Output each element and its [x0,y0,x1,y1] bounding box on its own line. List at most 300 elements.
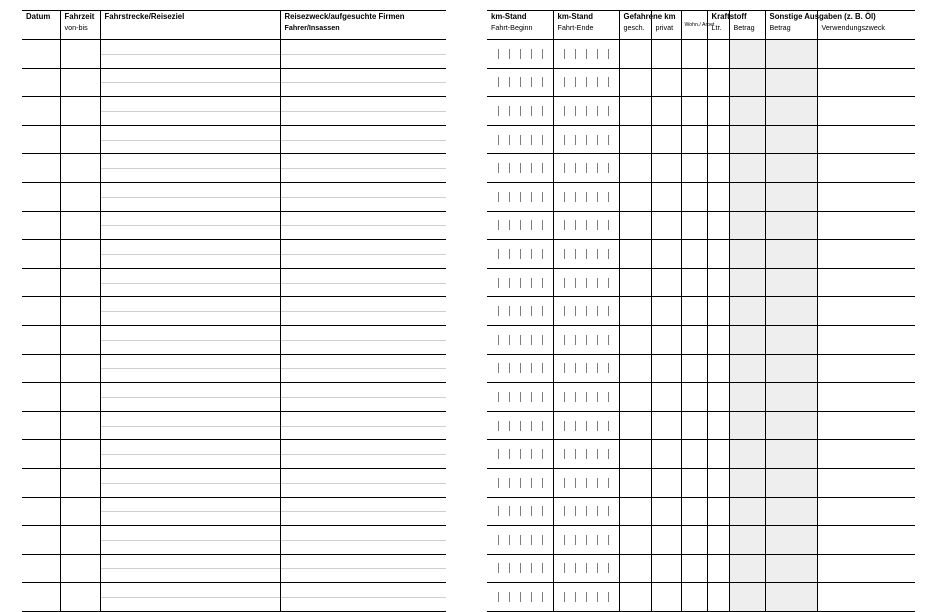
cell-verwendungszweck[interactable] [817,554,915,583]
cell-km-beginn[interactable] [487,468,553,497]
cell-privat[interactable] [651,468,681,497]
cell-fahrstrecke[interactable] [100,583,280,612]
cell-betrag-sonstige[interactable] [765,182,817,211]
cell-betrag-sonstige[interactable] [765,211,817,240]
cell-km-ende[interactable] [553,554,619,583]
cell-fahrzeit[interactable] [60,411,100,440]
cell-reisezweck[interactable] [280,240,446,269]
table-row[interactable] [487,440,915,469]
cell-privat[interactable] [651,325,681,354]
cell-ltr[interactable] [707,154,729,183]
cell-betrag-sonstige[interactable] [765,468,817,497]
cell-fahrstrecke[interactable] [100,354,280,383]
cell-wohn-arbeit[interactable] [681,354,707,383]
cell-datum[interactable] [22,97,60,126]
cell-wohn-arbeit[interactable] [681,526,707,555]
cell-fahrstrecke[interactable] [100,526,280,555]
cell-gesch[interactable] [619,325,651,354]
cell-verwendungszweck[interactable] [817,468,915,497]
cell-wohn-arbeit[interactable] [681,325,707,354]
table-row[interactable] [487,297,915,326]
cell-datum[interactable] [22,554,60,583]
cell-betrag-sonstige[interactable] [765,68,817,97]
table-row[interactable] [487,182,915,211]
cell-betrag-kraftstoff[interactable] [729,182,765,211]
cell-fahrzeit[interactable] [60,583,100,612]
cell-reisezweck[interactable] [280,40,446,69]
cell-fahrzeit[interactable] [60,325,100,354]
table-row[interactable] [22,554,446,583]
cell-km-ende[interactable] [553,240,619,269]
cell-km-ende[interactable] [553,526,619,555]
cell-fahrzeit[interactable] [60,125,100,154]
cell-ltr[interactable] [707,297,729,326]
cell-betrag-kraftstoff[interactable] [729,468,765,497]
cell-wohn-arbeit[interactable] [681,297,707,326]
table-row[interactable] [22,411,446,440]
cell-privat[interactable] [651,554,681,583]
cell-betrag-sonstige[interactable] [765,125,817,154]
cell-km-beginn[interactable] [487,125,553,154]
cell-fahrzeit[interactable] [60,40,100,69]
cell-privat[interactable] [651,526,681,555]
cell-betrag-sonstige[interactable] [765,325,817,354]
cell-privat[interactable] [651,240,681,269]
cell-betrag-kraftstoff[interactable] [729,297,765,326]
cell-km-beginn[interactable] [487,383,553,412]
cell-fahrstrecke[interactable] [100,97,280,126]
cell-fahrstrecke[interactable] [100,240,280,269]
cell-fahrzeit[interactable] [60,182,100,211]
cell-ltr[interactable] [707,240,729,269]
cell-privat[interactable] [651,182,681,211]
cell-reisezweck[interactable] [280,411,446,440]
cell-datum[interactable] [22,325,60,354]
cell-datum[interactable] [22,468,60,497]
table-row[interactable] [487,40,915,69]
cell-reisezweck[interactable] [280,440,446,469]
cell-fahrstrecke[interactable] [100,497,280,526]
cell-datum[interactable] [22,497,60,526]
cell-km-ende[interactable] [553,154,619,183]
cell-privat[interactable] [651,383,681,412]
cell-wohn-arbeit[interactable] [681,497,707,526]
cell-betrag-kraftstoff[interactable] [729,68,765,97]
cell-gesch[interactable] [619,40,651,69]
cell-ltr[interactable] [707,583,729,612]
cell-km-beginn[interactable] [487,411,553,440]
cell-km-beginn[interactable] [487,497,553,526]
cell-km-beginn[interactable] [487,440,553,469]
cell-verwendungszweck[interactable] [817,40,915,69]
cell-ltr[interactable] [707,211,729,240]
cell-wohn-arbeit[interactable] [681,97,707,126]
cell-datum[interactable] [22,411,60,440]
table-row[interactable] [487,97,915,126]
cell-km-ende[interactable] [553,40,619,69]
cell-fahrzeit[interactable] [60,97,100,126]
cell-betrag-kraftstoff[interactable] [729,268,765,297]
cell-verwendungszweck[interactable] [817,383,915,412]
cell-fahrstrecke[interactable] [100,268,280,297]
cell-datum[interactable] [22,211,60,240]
cell-verwendungszweck[interactable] [817,154,915,183]
table-row[interactable] [22,240,446,269]
cell-fahrzeit[interactable] [60,497,100,526]
cell-ltr[interactable] [707,440,729,469]
cell-verwendungszweck[interactable] [817,354,915,383]
cell-km-beginn[interactable] [487,354,553,383]
cell-reisezweck[interactable] [280,97,446,126]
cell-km-ende[interactable] [553,468,619,497]
cell-ltr[interactable] [707,411,729,440]
table-row[interactable] [487,325,915,354]
cell-wohn-arbeit[interactable] [681,411,707,440]
cell-reisezweck[interactable] [280,526,446,555]
table-row[interactable] [487,125,915,154]
cell-ltr[interactable] [707,497,729,526]
cell-betrag-sonstige[interactable] [765,497,817,526]
table-row[interactable] [487,554,915,583]
cell-km-beginn[interactable] [487,154,553,183]
cell-betrag-kraftstoff[interactable] [729,383,765,412]
cell-fahrzeit[interactable] [60,240,100,269]
cell-fahrstrecke[interactable] [100,40,280,69]
cell-wohn-arbeit[interactable] [681,40,707,69]
cell-reisezweck[interactable] [280,325,446,354]
cell-km-ende[interactable] [553,497,619,526]
table-row[interactable] [22,383,446,412]
table-row[interactable] [22,440,446,469]
cell-privat[interactable] [651,68,681,97]
cell-gesch[interactable] [619,240,651,269]
cell-fahrstrecke[interactable] [100,211,280,240]
table-row[interactable] [22,468,446,497]
cell-privat[interactable] [651,125,681,154]
cell-gesch[interactable] [619,411,651,440]
cell-betrag-kraftstoff[interactable] [729,411,765,440]
cell-fahrstrecke[interactable] [100,325,280,354]
cell-fahrzeit[interactable] [60,554,100,583]
cell-betrag-sonstige[interactable] [765,583,817,612]
cell-km-ende[interactable] [553,268,619,297]
cell-gesch[interactable] [619,68,651,97]
cell-verwendungszweck[interactable] [817,526,915,555]
cell-datum[interactable] [22,583,60,612]
cell-reisezweck[interactable] [280,211,446,240]
cell-betrag-kraftstoff[interactable] [729,40,765,69]
cell-gesch[interactable] [619,182,651,211]
cell-fahrstrecke[interactable] [100,411,280,440]
cell-reisezweck[interactable] [280,68,446,97]
cell-betrag-kraftstoff[interactable] [729,554,765,583]
cell-verwendungszweck[interactable] [817,240,915,269]
cell-ltr[interactable] [707,554,729,583]
cell-km-beginn[interactable] [487,583,553,612]
cell-km-beginn[interactable] [487,554,553,583]
cell-betrag-sonstige[interactable] [765,526,817,555]
table-row[interactable] [487,68,915,97]
cell-km-ende[interactable] [553,182,619,211]
cell-km-ende[interactable] [553,325,619,354]
cell-verwendungszweck[interactable] [817,97,915,126]
cell-betrag-sonstige[interactable] [765,554,817,583]
cell-reisezweck[interactable] [280,354,446,383]
cell-gesch[interactable] [619,440,651,469]
cell-betrag-kraftstoff[interactable] [729,125,765,154]
cell-verwendungszweck[interactable] [817,297,915,326]
cell-km-beginn[interactable] [487,268,553,297]
table-row[interactable] [487,526,915,555]
cell-betrag-kraftstoff[interactable] [729,583,765,612]
cell-betrag-kraftstoff[interactable] [729,240,765,269]
cell-fahrzeit[interactable] [60,68,100,97]
cell-betrag-kraftstoff[interactable] [729,154,765,183]
table-row[interactable] [487,268,915,297]
cell-km-ende[interactable] [553,211,619,240]
cell-gesch[interactable] [619,526,651,555]
cell-betrag-sonstige[interactable] [765,354,817,383]
cell-km-ende[interactable] [553,68,619,97]
cell-privat[interactable] [651,211,681,240]
cell-ltr[interactable] [707,354,729,383]
cell-datum[interactable] [22,240,60,269]
cell-betrag-sonstige[interactable] [765,411,817,440]
cell-fahrzeit[interactable] [60,383,100,412]
cell-km-beginn[interactable] [487,297,553,326]
cell-betrag-sonstige[interactable] [765,154,817,183]
cell-gesch[interactable] [619,354,651,383]
cell-privat[interactable] [651,40,681,69]
cell-km-beginn[interactable] [487,182,553,211]
cell-betrag-kraftstoff[interactable] [729,97,765,126]
table-row[interactable] [22,97,446,126]
cell-verwendungszweck[interactable] [817,68,915,97]
cell-verwendungszweck[interactable] [817,182,915,211]
cell-fahrzeit[interactable] [60,297,100,326]
cell-verwendungszweck[interactable] [817,411,915,440]
cell-wohn-arbeit[interactable] [681,554,707,583]
cell-gesch[interactable] [619,268,651,297]
cell-fahrzeit[interactable] [60,526,100,555]
cell-gesch[interactable] [619,154,651,183]
cell-datum[interactable] [22,125,60,154]
table-row[interactable] [22,297,446,326]
cell-ltr[interactable] [707,125,729,154]
cell-km-beginn[interactable] [487,97,553,126]
cell-privat[interactable] [651,97,681,126]
cell-ltr[interactable] [707,182,729,211]
cell-ltr[interactable] [707,468,729,497]
cell-datum[interactable] [22,40,60,69]
cell-ltr[interactable] [707,268,729,297]
cell-gesch[interactable] [619,211,651,240]
cell-fahrzeit[interactable] [60,468,100,497]
cell-wohn-arbeit[interactable] [681,383,707,412]
cell-gesch[interactable] [619,97,651,126]
cell-betrag-kraftstoff[interactable] [729,497,765,526]
table-row[interactable] [22,526,446,555]
table-row[interactable] [487,497,915,526]
table-row[interactable] [22,497,446,526]
cell-km-beginn[interactable] [487,240,553,269]
cell-ltr[interactable] [707,526,729,555]
cell-wohn-arbeit[interactable] [681,211,707,240]
cell-reisezweck[interactable] [280,554,446,583]
table-row[interactable] [487,240,915,269]
cell-verwendungszweck[interactable] [817,583,915,612]
cell-wohn-arbeit[interactable] [681,68,707,97]
cell-reisezweck[interactable] [280,583,446,612]
cell-gesch[interactable] [619,383,651,412]
cell-fahrstrecke[interactable] [100,154,280,183]
cell-fahrzeit[interactable] [60,154,100,183]
cell-wohn-arbeit[interactable] [681,268,707,297]
table-row[interactable] [487,411,915,440]
cell-km-beginn[interactable] [487,325,553,354]
cell-wohn-arbeit[interactable] [681,182,707,211]
cell-gesch[interactable] [619,468,651,497]
table-row[interactable] [22,325,446,354]
cell-verwendungszweck[interactable] [817,440,915,469]
cell-datum[interactable] [22,154,60,183]
cell-gesch[interactable] [619,554,651,583]
cell-betrag-sonstige[interactable] [765,440,817,469]
cell-datum[interactable] [22,268,60,297]
cell-fahrstrecke[interactable] [100,125,280,154]
cell-reisezweck[interactable] [280,497,446,526]
table-row[interactable] [22,583,446,612]
table-row[interactable] [22,40,446,69]
cell-fahrstrecke[interactable] [100,383,280,412]
table-row[interactable] [22,268,446,297]
cell-privat[interactable] [651,297,681,326]
cell-datum[interactable] [22,354,60,383]
cell-wohn-arbeit[interactable] [681,468,707,497]
cell-km-ende[interactable] [553,125,619,154]
table-row[interactable] [22,182,446,211]
cell-datum[interactable] [22,182,60,211]
cell-gesch[interactable] [619,125,651,154]
cell-fahrzeit[interactable] [60,440,100,469]
table-row[interactable] [487,211,915,240]
table-row[interactable] [487,154,915,183]
cell-verwendungszweck[interactable] [817,268,915,297]
cell-km-ende[interactable] [553,297,619,326]
cell-ltr[interactable] [707,97,729,126]
cell-datum[interactable] [22,297,60,326]
cell-gesch[interactable] [619,583,651,612]
cell-fahrzeit[interactable] [60,211,100,240]
cell-reisezweck[interactable] [280,383,446,412]
cell-reisezweck[interactable] [280,468,446,497]
cell-km-ende[interactable] [553,440,619,469]
cell-fahrzeit[interactable] [60,354,100,383]
table-row[interactable] [487,468,915,497]
cell-reisezweck[interactable] [280,182,446,211]
cell-fahrstrecke[interactable] [100,297,280,326]
cell-privat[interactable] [651,497,681,526]
cell-fahrstrecke[interactable] [100,468,280,497]
cell-fahrstrecke[interactable] [100,440,280,469]
cell-gesch[interactable] [619,497,651,526]
cell-privat[interactable] [651,411,681,440]
table-row[interactable] [487,583,915,612]
cell-datum[interactable] [22,68,60,97]
cell-betrag-sonstige[interactable] [765,383,817,412]
cell-reisezweck[interactable] [280,125,446,154]
cell-wohn-arbeit[interactable] [681,240,707,269]
cell-reisezweck[interactable] [280,268,446,297]
cell-km-beginn[interactable] [487,40,553,69]
table-row[interactable] [22,154,446,183]
table-row[interactable] [487,354,915,383]
cell-km-beginn[interactable] [487,526,553,555]
cell-betrag-kraftstoff[interactable] [729,440,765,469]
cell-verwendungszweck[interactable] [817,325,915,354]
cell-betrag-kraftstoff[interactable] [729,526,765,555]
cell-verwendungszweck[interactable] [817,211,915,240]
cell-ltr[interactable] [707,325,729,354]
cell-betrag-sonstige[interactable] [765,268,817,297]
cell-fahrzeit[interactable] [60,268,100,297]
cell-reisezweck[interactable] [280,154,446,183]
cell-km-ende[interactable] [553,583,619,612]
cell-ltr[interactable] [707,383,729,412]
cell-betrag-sonstige[interactable] [765,97,817,126]
cell-privat[interactable] [651,440,681,469]
cell-ltr[interactable] [707,40,729,69]
cell-betrag-sonstige[interactable] [765,40,817,69]
table-row[interactable] [22,125,446,154]
cell-datum[interactable] [22,383,60,412]
cell-km-beginn[interactable] [487,68,553,97]
cell-km-ende[interactable] [553,411,619,440]
cell-betrag-kraftstoff[interactable] [729,325,765,354]
table-row[interactable] [22,68,446,97]
cell-reisezweck[interactable] [280,297,446,326]
cell-privat[interactable] [651,583,681,612]
cell-wohn-arbeit[interactable] [681,583,707,612]
cell-ltr[interactable] [707,68,729,97]
cell-wohn-arbeit[interactable] [681,440,707,469]
cell-betrag-sonstige[interactable] [765,240,817,269]
cell-wohn-arbeit[interactable] [681,154,707,183]
table-row[interactable] [22,211,446,240]
cell-km-ende[interactable] [553,97,619,126]
cell-privat[interactable] [651,354,681,383]
cell-km-ende[interactable] [553,354,619,383]
cell-wohn-arbeit[interactable] [681,125,707,154]
cell-km-beginn[interactable] [487,211,553,240]
cell-gesch[interactable] [619,297,651,326]
cell-km-ende[interactable] [553,383,619,412]
cell-betrag-kraftstoff[interactable] [729,211,765,240]
cell-datum[interactable] [22,526,60,555]
cell-fahrstrecke[interactable] [100,68,280,97]
cell-betrag-kraftstoff[interactable] [729,354,765,383]
table-row[interactable] [22,354,446,383]
cell-verwendungszweck[interactable] [817,125,915,154]
cell-datum[interactable] [22,440,60,469]
cell-betrag-sonstige[interactable] [765,297,817,326]
cell-privat[interactable] [651,154,681,183]
cell-fahrstrecke[interactable] [100,182,280,211]
cell-privat[interactable] [651,268,681,297]
table-row[interactable] [487,383,915,412]
cell-fahrstrecke[interactable] [100,554,280,583]
cell-verwendungszweck[interactable] [817,497,915,526]
